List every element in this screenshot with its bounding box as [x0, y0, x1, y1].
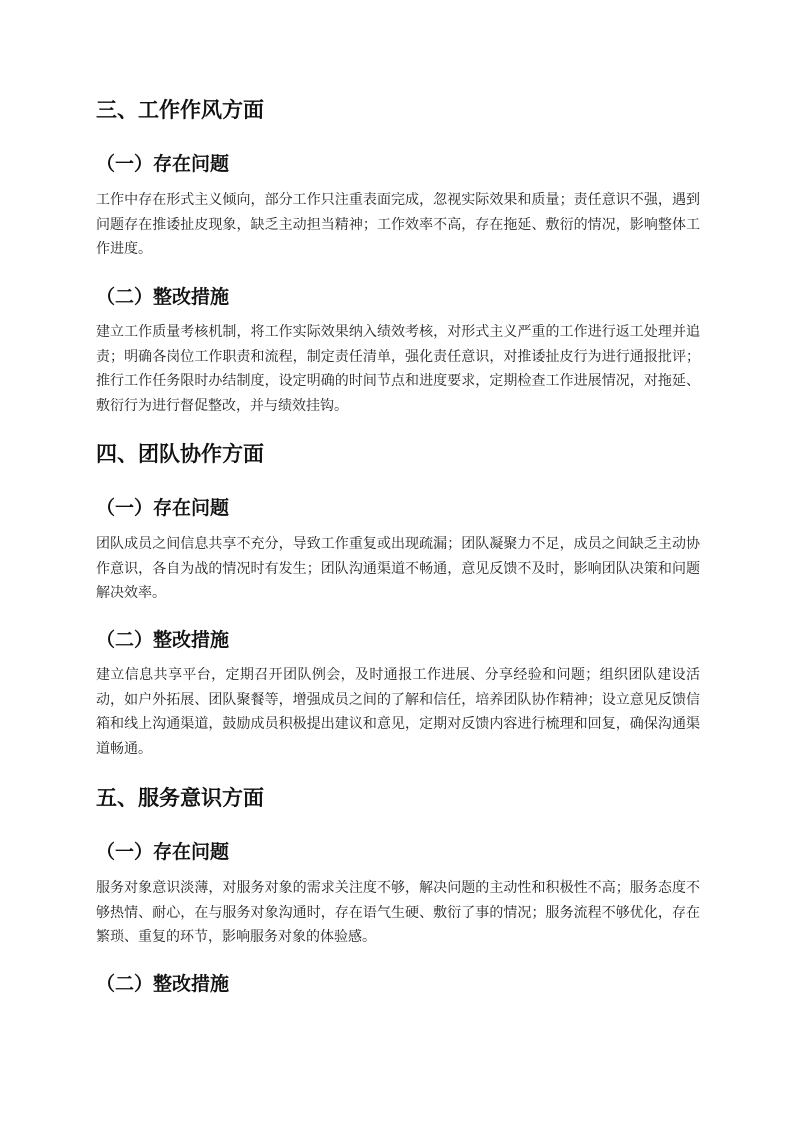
section-heading-service: 五、服务意识方面: [96, 786, 264, 810]
subheading-problems: （一）存在问题: [96, 841, 230, 863]
paragraph-measures: 建立信息共享平台，定期召开团队例会，及时通报工作进展、分享经验和问题；组织团队建设活动，如户外拓展、团队聚餐等，增强成员之间的了解和信任，培养团队协作精神；设立意见反馈信箱和线上沟通渠道，鼓励成员积极提出建议和意见，定期对反馈内容进行梳理和回复，确保沟通渠道畅通。: [96, 667, 700, 757]
paragraph-problems: 团队成员之间信息共享不充分，导致工作重复或出现疏漏；团队凝聚力不足，成员之间缺乏主动协作意识，各自为战的情况时有发生；团队沟通渠道不畅通，意见反馈不及时，影响团队决策和问题解决效率。: [96, 536, 700, 601]
subheading-measures: （二）整改措施: [96, 286, 230, 308]
paragraph-measures: 建立工作质量考核机制，将工作实际效果纳入绩效考核，对形式主义严重的工作进行返工处理并追责；明确各岗位工作职责和流程，制定责任清单，强化责任意识，对推诿扯皮行为进行通报批评；推行工作任务限时办结制度，设定明确的时间节点和进度要求，定期检查工作进展情况，对拖延、敷衍行为进行督促整改，并与绩效挂钩。: [96, 324, 700, 414]
paragraph-problems: 服务对象意识淡薄，对服务对象的需求关注度不够，解决问题的主动性和积极性不高；服务态度不够热情、耐心，在与服务对象沟通时，存在语气生硬、敷衍了事的情况；服务流程不够优化，存在繁琐、重复的环节，影响服务对象的体验感。: [96, 880, 700, 945]
subheading-measures: （二）整改措施: [96, 973, 230, 995]
paragraph-problems: 工作中存在形式主义倾向，部分工作只注重表面完成，忽视实际效果和质量；责任意识不强，遇到问题存在推诿扯皮现象，缺乏主动担当精神；工作效率不高，存在拖延、敷衍的情况，影响整体工作进度。: [96, 192, 700, 257]
subheading-problems: （一）存在问题: [96, 153, 230, 175]
section-heading-work-style: 三、工作作风方面: [96, 98, 264, 122]
subheading-problems: （一）存在问题: [96, 497, 230, 519]
section-heading-teamwork: 四、团队协作方面: [96, 442, 264, 466]
subheading-measures: （二）整改措施: [96, 629, 230, 651]
